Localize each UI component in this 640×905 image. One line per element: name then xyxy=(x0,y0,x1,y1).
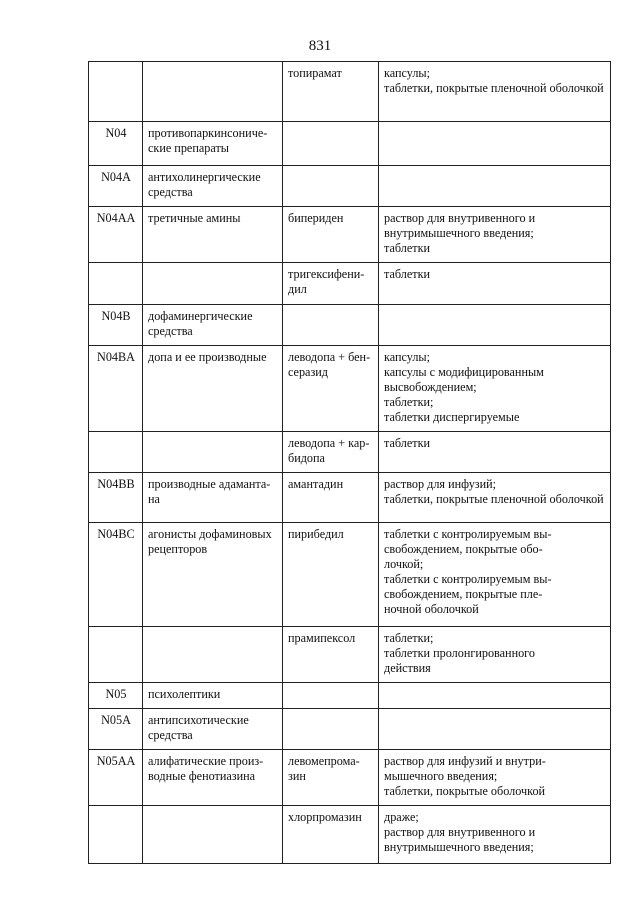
atc-code-cell: N04A xyxy=(89,166,143,207)
drug-name-cell: топирамат xyxy=(283,62,379,122)
drug-name-cell: тригексифени- дил xyxy=(283,263,379,305)
dosage-form-cell xyxy=(379,166,611,207)
table-row xyxy=(89,806,611,864)
group-name-cell: агонисты дофаминовых рецепторов xyxy=(143,523,283,627)
atc-code-cell xyxy=(89,62,143,122)
dosage-form-cell: таблетки xyxy=(379,432,611,473)
group-name-cell: антихолинергические средства xyxy=(143,166,283,207)
group-name-cell: противопаркинсониче- ские препараты xyxy=(143,122,283,166)
group-name-cell: производные адаманта- на xyxy=(143,473,283,523)
group-name-cell xyxy=(143,627,283,683)
drug-name-cell: амантадин xyxy=(283,473,379,523)
atc-code-cell xyxy=(89,806,143,864)
drug-name-cell: леводопа + кар- бидопа xyxy=(283,432,379,473)
dosage-form-cell: капсулы; капсулы с модифицированным высвобождением; таблетки; таблетки диспергируемые xyxy=(379,346,611,432)
atc-code-cell: N05 xyxy=(89,683,143,709)
table-row xyxy=(89,523,611,627)
atc-code-cell: N04B xyxy=(89,305,143,346)
drug-name-cell xyxy=(283,305,379,346)
dosage-form-cell: раствор для инфузий; таблетки, покрытые пленочной оболочкой xyxy=(379,473,611,523)
drug-name-cell xyxy=(283,709,379,750)
atc-code-cell: N05AA xyxy=(89,750,143,806)
group-name-cell: алифатические произ- водные фенотиазина xyxy=(143,750,283,806)
dosage-form-cell xyxy=(379,305,611,346)
table-row xyxy=(89,346,611,432)
group-name-cell: допа и ее производные xyxy=(143,346,283,432)
group-name-cell: третичные амины xyxy=(143,207,283,263)
drug-name-cell xyxy=(283,122,379,166)
dosage-form-cell: раствор для внутривенного и внутримышечного введения; таблетки xyxy=(379,207,611,263)
dosage-form-cell xyxy=(379,122,611,166)
drug-name-cell: прамипексол xyxy=(283,627,379,683)
atc-code-cell: N04AA xyxy=(89,207,143,263)
table-row xyxy=(89,627,611,683)
group-name-cell xyxy=(143,62,283,122)
atc-code-cell xyxy=(89,432,143,473)
atc-code-cell: N04BA xyxy=(89,346,143,432)
drug-name-cell xyxy=(283,166,379,207)
atc-code-cell: N04BC xyxy=(89,523,143,627)
drug-name-cell: хлорпромазин xyxy=(283,806,379,864)
atc-code-cell: N05A xyxy=(89,709,143,750)
dosage-form-cell: драже; раствор для внутривенного и внутримышечного введения; xyxy=(379,806,611,864)
atc-code-cell xyxy=(89,627,143,683)
dosage-form-cell: таблетки; таблетки пролонгированного действия xyxy=(379,627,611,683)
table-row xyxy=(89,122,611,166)
dosage-form-cell: таблетки с контролируемым вы- свобождением, покрытые обо- лочкой; таблетки с контролируемым вы- свобождением, покрытые пле- ночной оболочкой xyxy=(379,523,611,627)
drug-name-cell: левомепрома- зин xyxy=(283,750,379,806)
table-row xyxy=(89,709,611,750)
table-row xyxy=(89,207,611,263)
drug-table xyxy=(88,61,611,864)
drug-name-cell: леводопа + бен- серазид xyxy=(283,346,379,432)
page-number: 831 xyxy=(308,38,332,54)
dosage-form-cell xyxy=(379,709,611,750)
table-row xyxy=(89,473,611,523)
atc-code-cell: N04 xyxy=(89,122,143,166)
group-name-cell xyxy=(143,263,283,305)
atc-code-cell: N04BB xyxy=(89,473,143,523)
table-row xyxy=(89,683,611,709)
drug-name-cell: бипериден xyxy=(283,207,379,263)
dosage-form-cell: раствор для инфузий и внутри- мышечного введения; таблетки, покрытые оболочкой xyxy=(379,750,611,806)
dosage-form-cell: таблетки xyxy=(379,263,611,305)
table-row xyxy=(89,750,611,806)
drug-name-cell xyxy=(283,683,379,709)
group-name-cell xyxy=(143,432,283,473)
table-row xyxy=(89,62,611,122)
table-row xyxy=(89,432,611,473)
group-name-cell: психолептики xyxy=(143,683,283,709)
table-row xyxy=(89,166,611,207)
atc-code-cell xyxy=(89,263,143,305)
table-row xyxy=(89,263,611,305)
group-name-cell: дофаминергические средства xyxy=(143,305,283,346)
group-name-cell: антипсихотические средства xyxy=(143,709,283,750)
dosage-form-cell xyxy=(379,683,611,709)
drug-name-cell: пирибедил xyxy=(283,523,379,627)
dosage-form-cell: капсулы; таблетки, покрытые пленочной оболочкой xyxy=(379,62,611,122)
group-name-cell xyxy=(143,806,283,864)
table-row xyxy=(89,305,611,346)
